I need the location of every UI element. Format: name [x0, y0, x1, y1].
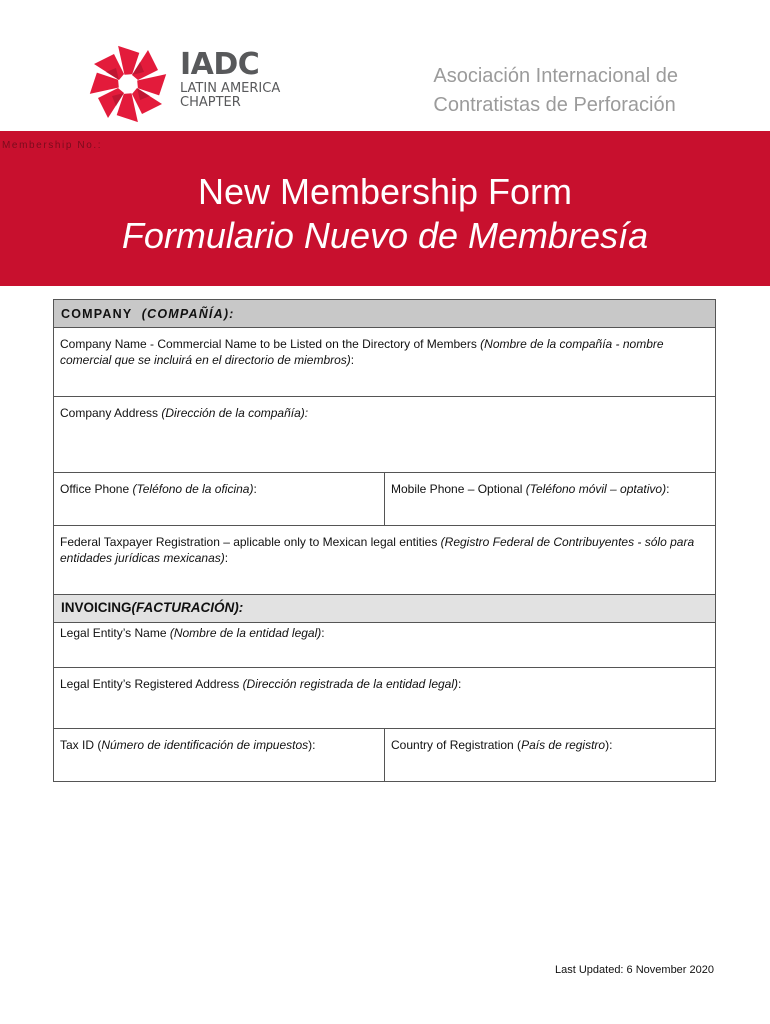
- office-phone-field[interactable]: [54, 473, 385, 525]
- federal-tax-field[interactable]: [54, 526, 715, 595]
- iadc-pinwheel-icon: [88, 44, 168, 124]
- association-line2: Contratistas de Perforación: [433, 94, 676, 116]
- form-title-english: New Membership Form: [197, 171, 573, 212]
- legal-name-suffix: :: [321, 626, 325, 640]
- company-section-header: [54, 300, 715, 328]
- country-label-es: País de registro: [521, 738, 606, 752]
- legal-name-cell: [54, 623, 715, 667]
- association-line1: Asociación Internacional de: [433, 65, 678, 87]
- title-banner: [0, 131, 770, 286]
- legal-name-label-es: (Nombre de la entidad legal): [169, 626, 322, 640]
- company-name-label-es: (Nombre de la compañía - nombre comercial que se incluirá en el directorio de miembros): [60, 337, 664, 367]
- legal-name-label: Legal Entity’s Name: [60, 626, 170, 640]
- country-field[interactable]: [385, 729, 715, 781]
- office-phone-label: Office Phone: [60, 482, 133, 496]
- office-phone-label-es: (Teléfono de la oficina): [132, 482, 254, 496]
- logo-subtitle-line2: CHAPTER: [180, 95, 241, 110]
- legal-name-field[interactable]: [54, 623, 715, 668]
- phone-row: [54, 473, 715, 526]
- logo-subtitle-line1: LATIN AMERICA: [180, 81, 281, 96]
- company-address-cell: [54, 397, 715, 472]
- tax-id-field[interactable]: [54, 729, 385, 781]
- company-section-label-es: (COMPAÑÍA):: [141, 307, 235, 321]
- invoicing-section-header: [54, 595, 715, 623]
- invoicing-section-label: INVOICING: [61, 600, 132, 615]
- federal-tax-cell: [54, 526, 715, 594]
- invoicing-section-label-es: (FACTURACIÓN):: [131, 600, 244, 615]
- legal-address-field[interactable]: [54, 668, 715, 729]
- last-updated-note: Last Updated: 6 November 2020: [555, 964, 714, 976]
- form-title-spanish: Formulario Nuevo de Membresía: [121, 215, 649, 256]
- federal-tax-label-es: (Registro Federal de Contribuyentes - sólo para entidades jurídicas mexicanas): [60, 535, 695, 565]
- association-name: [433, 62, 678, 120]
- company-name-cell: [54, 328, 715, 396]
- tax-id-label: Tax ID (: [60, 738, 102, 752]
- federal-tax-suffix: :: [224, 551, 229, 565]
- mobile-phone-label: Mobile Phone – Optional: [391, 482, 526, 496]
- mobile-phone-field[interactable]: [385, 473, 715, 525]
- company-name-suffix: :: [350, 353, 355, 367]
- legal-address-suffix: :: [458, 677, 462, 691]
- logo-brand: IADC: [180, 47, 260, 82]
- mobile-phone-suffix: :: [666, 482, 670, 496]
- company-address-label-es: (Dirección de la compañía):: [161, 406, 309, 420]
- legal-address-label-es: (Dirección registrada de la entidad legal): [242, 677, 459, 691]
- company-address-field[interactable]: [54, 397, 715, 473]
- country-suffix: ):: [605, 738, 613, 752]
- tax-id-label-es: Número de identificación de impuestos: [101, 738, 309, 752]
- federal-tax-label: Federal Taxpayer Registration – aplicable only to Mexican legal entities: [60, 535, 441, 549]
- iadc-logo: [88, 44, 288, 124]
- mobile-phone-label-es: (Teléfono móvil – optativo): [525, 482, 667, 496]
- membership-number-label: Membership No.:: [2, 140, 103, 151]
- tax-id-suffix: ):: [308, 738, 316, 752]
- company-section-label: COMPANY: [61, 307, 133, 321]
- membership-form-table: [53, 299, 716, 782]
- company-name-label: Company Name - Commercial Name to be Listed on the Directory of Members: [60, 337, 481, 351]
- company-name-field[interactable]: [54, 328, 715, 397]
- company-address-label: Company Address: [60, 406, 162, 420]
- country-label: Country of Registration (: [391, 738, 522, 752]
- tax-country-row: [54, 729, 715, 781]
- legal-address-cell: [54, 668, 715, 728]
- legal-address-label: Legal Entity’s Registered Address: [60, 677, 243, 691]
- office-phone-suffix: :: [253, 482, 257, 496]
